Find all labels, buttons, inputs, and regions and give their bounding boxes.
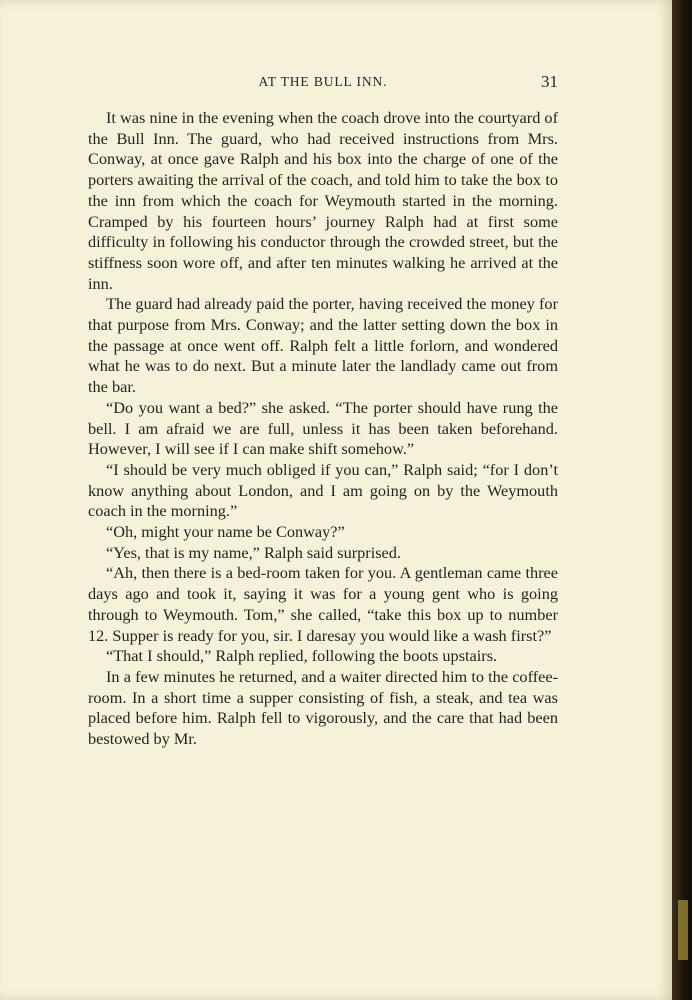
page-number: 31 [541,72,558,91]
paragraph: “That I should,” Ralph replied, following the boots upstairs. [106,646,498,666]
paragraph: The guard had already paid the porter, having received the money for that purpose from Mrs. Conway; and the latter setting down the box in the passage at once went off. Ralph felt a little forlorn, and wondered what he was to do next. But a minute later the landlady came out from the bar. [88,294,558,397]
page-header [88,74,558,98]
paragraph: “I should be very much obliged if you can,” Ralph said; “for I don’t know anything about London, and I am going on by the Weymouth coach in the morning.” [88,459,558,521]
paragraph: “Yes, that is my name,” Ralph said surprised. [106,542,401,562]
book-edge [672,0,692,1000]
paragraph: “Ah, then there is a bed-room taken for you. A gentleman came three days ago and took it, saying it was for a young gent who is going through to Weymouth. Tom,” she called, “take this box up to number 12. Supper is ready for you, sir. I daresay you would like a wash first?” [88,563,558,645]
running-head: AT THE BULL INN. [258,74,388,89]
body-text [88,108,558,750]
paragraph: In a few minutes he returned, and a waiter directed him to the coffee-room. In a short time a supper consisting of fish, a steak, and tea was placed before him. Ralph fell to vigorously, and the care that had been bestowed by Mr. [88,666,558,749]
paragraph: “Oh, might your name be Conway?” [106,522,345,542]
paragraph: “Do you want a bed?” she asked. “The porter should have rung the bell. I am afraid we are full, unless it has been taken beforehand. However, I will see if I can make shift somehow.” [88,397,558,459]
paragraph: It was nine in the evening when the coach drove into the courtyard of the Bull Inn. The guard, who had received instructions from Mrs. Conway, at once gave Ralph and his box into the charge of one of the porters awaiting the arrival of the coach, and told him to take the box to the inn from which the coach for Weymouth started in the morning. Cramped by his fourteen hours’ journey Ralph had at first some difficulty in following his conductor through the crowded street, but the stiffness soon wore off, and after ten minutes walking he arrived at the inn. [88,108,558,293]
edge-mark [678,900,688,960]
